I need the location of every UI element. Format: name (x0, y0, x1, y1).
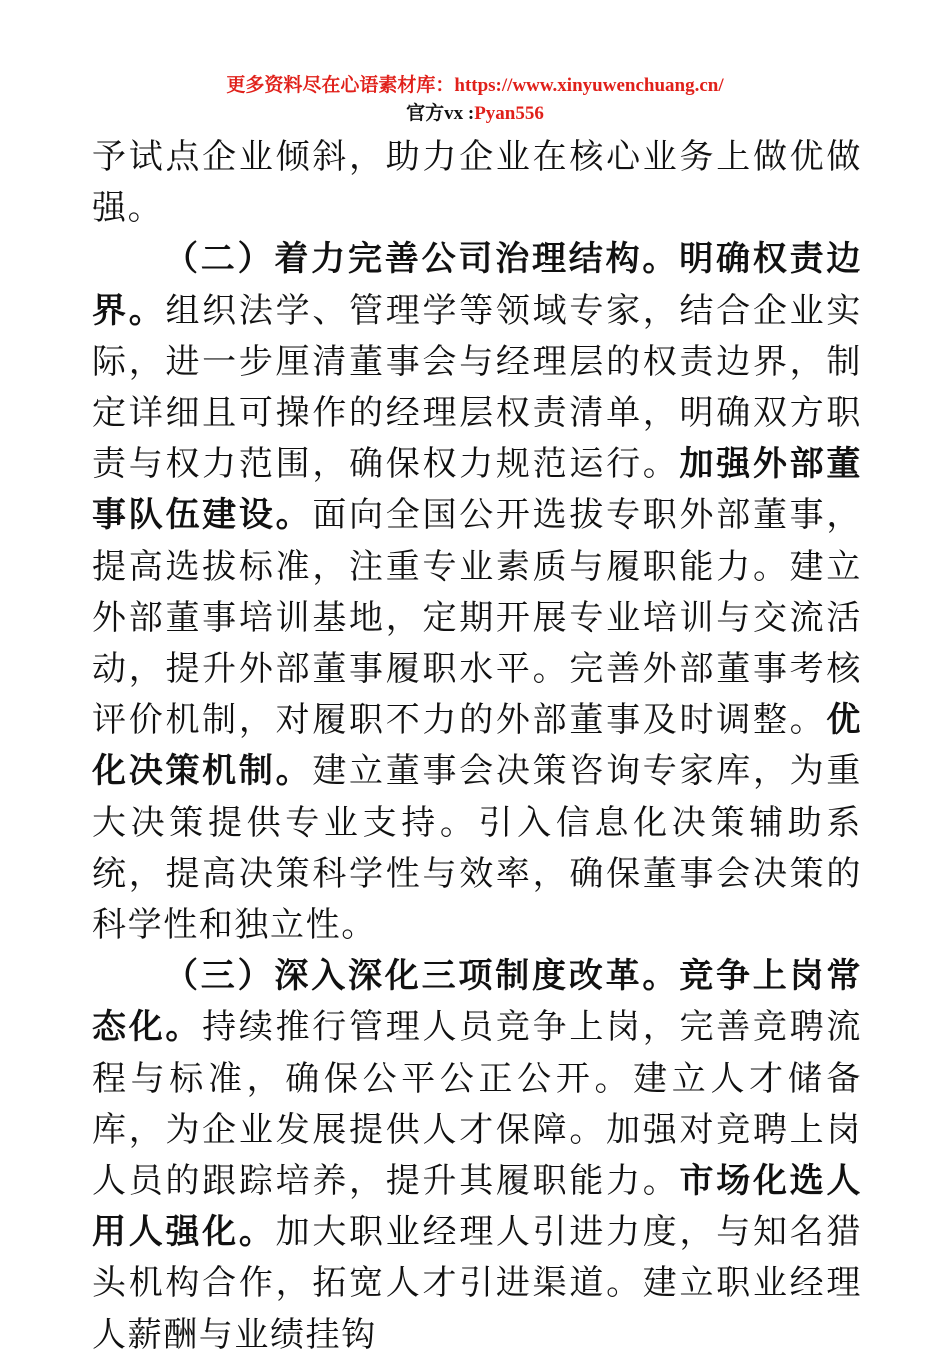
subheading-market-hiring: 市场化选人用人强化。 (92, 1161, 862, 1253)
paragraph-continuation: 予试点企业倾斜，助力企业在核心业务上做优做强。 (92, 137, 862, 229)
body-decision: 建立董事会决策咨询专家库，为重大决策提供专业支持。引入信息化决策辅助系统，提高决策科学性与效率，确保董事会决策的科学性和独立性。 (92, 751, 863, 946)
contact-handle: Pyan556 (474, 103, 544, 124)
contact-label: 官方vx : (406, 103, 475, 124)
subheading-decision: 优化决策机制。 (92, 700, 862, 792)
official-contact-line (0, 100, 950, 128)
paragraph-reform (92, 951, 862, 1361)
subheading-external-directors: 加强外部董事队伍建设。 (92, 444, 862, 536)
paragraph-governance (92, 234, 862, 951)
section-heading-reform: （三）深入深化三项制度改革。 (164, 956, 680, 997)
subheading-rights: 明确权责边界。 (92, 239, 863, 331)
body-market-hiring: 加大职业经理人引进力度，与知名猎头机构合作，拓宽人才引进渠道。建立职业经理人薪酬与业绩挂钩 (92, 1212, 863, 1355)
resource-link-banner[interactable]: 更多资料尽在心语素材库：https://www.xinyuwenchuang.cn/ (226, 75, 724, 96)
page-header (0, 72, 950, 128)
body-external-directors: 面向全国公开选拔专职外部董事，提高选拔标准，注重专业素质与履职能力。建立外部董事培训基地，定期开展专业培训与交流活动，提升外部董事履职水平。完善外部董事考核评价机制，对履职不力的外部董事及时调整。 (92, 495, 863, 741)
body-competition: 持续推行管理人员竞争上岗，完善竞聘流程与标准，确保公平公正公开。建立人才储备库，为企业发展提供人才保障。加强对竞聘上岗人员的跟踪培养，提升其履职能力。 (92, 1007, 862, 1202)
body-rights: 组织法学、管理学等领域专家，结合企业实际，进一步厘清董事会与经理层的权责边界，制定详细且可操作的经理层权责清单，明确双方职责与权力范围，确保权力规范运行。 (92, 290, 863, 485)
document-body (92, 132, 862, 1361)
subheading-competition: 竞争上岗常态化。 (92, 956, 863, 1048)
section-heading-governance: （二）着力完善公司治理结构。 (164, 239, 680, 280)
